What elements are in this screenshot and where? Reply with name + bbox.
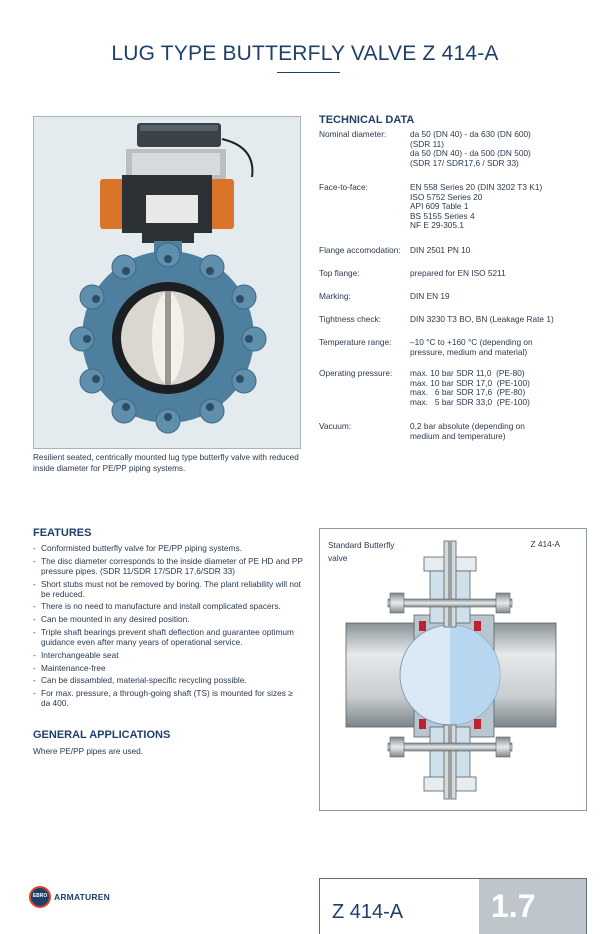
feature-item: - The disc diameter corresponds to the inside diameter of PE HD and PP pressure pipes. (SDR 11/SDR 17/SDR 17,6/SDR 33)	[33, 556, 303, 576]
title-underline	[277, 72, 340, 73]
td-label: Operating pressure:	[319, 368, 393, 378]
feature-item: - Can be dissambled, material-specific recycling possible.	[33, 675, 303, 685]
td-value-line: max. 5 bar SDR 33,0 (PE-100)	[410, 396, 530, 407]
features-list	[33, 543, 303, 711]
feature-item: - Maintenance-free	[33, 663, 303, 673]
feature-item: - There is no need to manufacture and install complicated spacers.	[33, 601, 303, 611]
td-label: Flange accomodation:	[319, 245, 401, 255]
logo-text: ARMATUREN	[54, 892, 110, 902]
td-value-line: da 50 (DN 40) - da 500 (DN 500)	[410, 148, 531, 159]
td-value-line: –10 °C to +160 °C (depending on	[410, 337, 533, 347]
general-applications-heading: GENERAL APPLICATIONS	[33, 729, 171, 741]
td-value	[410, 130, 590, 168]
td-label: Marking:	[319, 291, 351, 301]
td-label: Tightness check:	[319, 314, 381, 324]
td-value	[410, 246, 590, 256]
cross-section-illustration	[320, 529, 587, 811]
feature-item: - Triple shaft bearings prevent shaft deflection and guarantee optimum guidance even after many years of operational service.	[33, 627, 303, 647]
page-number: 1.7	[491, 888, 536, 924]
drawing-model: Z 414-A	[530, 539, 560, 549]
td-value	[410, 422, 590, 441]
td-value-line: prepared for EN ISO 5211	[410, 268, 506, 278]
ebro-armaturen-logo	[29, 886, 119, 908]
td-value-line: DIN 2501 PN 10	[410, 245, 471, 255]
td-value-line: DIN 3230 T3 BO, BN (Leakage Rate 1)	[410, 314, 554, 324]
td-value-line: da 50 (DN 40) - da 630 (DN 600)	[410, 129, 531, 139]
features-heading: FEATURES	[33, 527, 92, 539]
feature-item: - Conformisted butterfly valve for PE/PP piping systems.	[33, 543, 303, 553]
td-label: Top flange:	[319, 268, 360, 278]
general-applications-text: Where PE/PP pipes are used.	[33, 746, 144, 756]
td-value-line: EN 558 Series 20 (DIN 3202 T3 K1)	[410, 182, 543, 192]
photo-caption: Resilient seated, centrically mounted lug type butterfly valve with reduced inside diameter for PE/PP piping systems.	[33, 453, 299, 473]
td-value-line: API 609 Table 1	[410, 201, 469, 212]
feature-item: - For max. pressure, a through-going shaft (TS) is mounted for sizes ≥ da 400.	[33, 688, 303, 708]
td-value-line: (SDR 11)	[410, 138, 444, 149]
td-value-line: max. 6 bar SDR 17,6 (PE-80)	[410, 387, 526, 398]
td-value-line: (SDR 17/ SDR17,6 / SDR 33)	[410, 157, 519, 168]
td-value-line: 0,2 bar absolute (depending on	[410, 421, 525, 431]
td-value	[410, 338, 590, 357]
feature-item: - Interchangeable seat	[33, 650, 303, 660]
td-value	[410, 315, 590, 325]
td-value-line: medium and temperature)	[410, 430, 506, 441]
technical-data-heading: TECHNICAL DATA	[319, 114, 415, 126]
td-label: Face-to-face:	[319, 182, 368, 192]
footer-model-code: Z 414-A	[332, 901, 404, 923]
td-value	[410, 269, 590, 279]
drawing-label: Standard Butterfly valve	[328, 540, 395, 563]
page-number-box	[479, 879, 586, 934]
td-value-line: NF E 29-305.1	[410, 220, 464, 231]
td-value	[410, 183, 590, 231]
td-value-line: max. 10 bar SDR 17,0 (PE-100)	[410, 377, 530, 388]
td-value-line: max. 10 bar SDR 11,0 (PE-80)	[410, 368, 525, 378]
butterfly-valve-photo	[34, 117, 301, 449]
td-value-line: DIN EN 19	[410, 291, 450, 301]
feature-item: - Can be mounted in any desired position.	[33, 614, 303, 624]
feature-item: - Short stubs must not be removed by boring. The plant reliability will not be reduced.	[33, 579, 303, 599]
product-photo	[33, 116, 301, 449]
td-label: Temperature range:	[319, 337, 392, 347]
td-value	[410, 369, 590, 407]
valve-cross-section-drawing	[319, 528, 587, 811]
page-title: LUG TYPE BUTTERFLY VALVE Z 414-A	[111, 42, 499, 65]
td-value-line: pressure, medium and material)	[410, 346, 528, 357]
td-label: Nominal diameter:	[319, 129, 387, 139]
td-value	[410, 292, 590, 302]
td-value-line: BS 5155 Series 4	[410, 210, 475, 221]
td-value-line: ISO 5752 Series 20	[410, 191, 483, 202]
footer-model-box	[319, 878, 587, 934]
td-label: Vacuum:	[319, 421, 352, 431]
logo-badge: EBRO	[32, 893, 48, 899]
